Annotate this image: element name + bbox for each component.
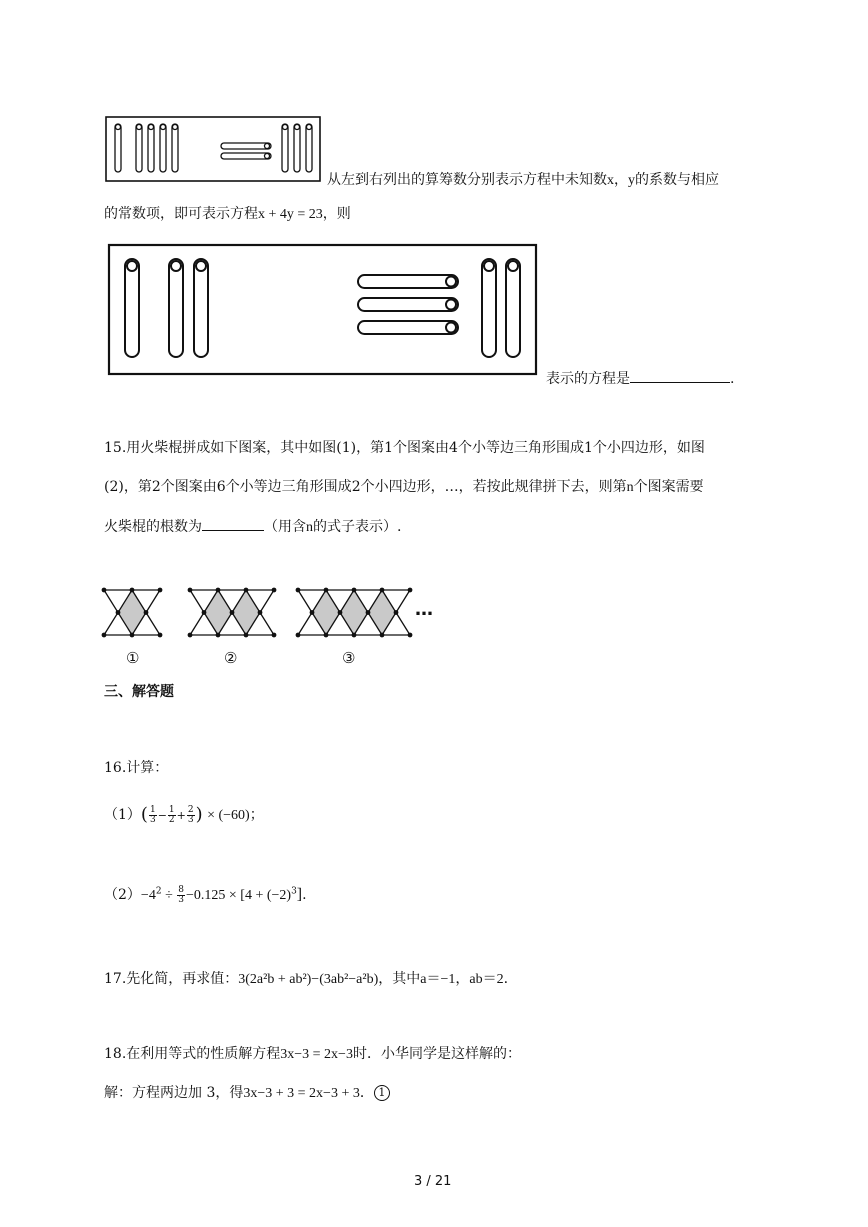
- vertex-dot: [394, 610, 399, 615]
- q17: [104, 969, 508, 990]
- vertex-dot: [296, 588, 301, 593]
- vertex-dot: [272, 588, 277, 593]
- section-title: 三、解答题: [104, 684, 174, 700]
- q16-p1-tail: × (−60): [207, 808, 250, 823]
- pattern-label-1: ①: [126, 649, 140, 667]
- q17-text-c: ，: [455, 971, 470, 987]
- q15-text-f: ，第: [123, 479, 152, 495]
- q15-text-a: 15.用火柴棍拼成如下图案，其中如图: [104, 440, 337, 456]
- q15-text-j: 个图案需要: [633, 479, 704, 495]
- q14-line1-end: 的系数与相应: [635, 172, 719, 188]
- q15-text-b: ，第: [356, 440, 385, 456]
- vertex-dot: [158, 588, 163, 593]
- q15-num2: 2: [151, 479, 161, 495]
- vertex-dot: [202, 610, 207, 615]
- frac-1-2: $\frac{1}{2}$: [168, 804, 175, 825]
- q18-equation: 3x−3 = 2x−3: [280, 1047, 353, 1062]
- q15-num4: 4: [449, 440, 458, 456]
- vertex-dot: [338, 610, 343, 615]
- vertex-dot: [352, 588, 357, 593]
- q15-text-k: 火柴棍的根数为: [104, 519, 202, 535]
- q15-text-g: 个图案由: [160, 479, 217, 495]
- pattern-label-2: ②: [224, 649, 238, 667]
- vertex-dot: [380, 633, 385, 638]
- q18-text-a: 18.在利用等式的性质解方程: [104, 1046, 281, 1062]
- vertex-dot: [230, 610, 235, 615]
- shaded-diamond: [232, 590, 260, 635]
- q18-sol-end: ．: [359, 1085, 374, 1101]
- vertex-dot: [102, 588, 107, 593]
- q16-p1-label: （1）: [104, 807, 141, 823]
- q17-text-d: .: [503, 971, 509, 987]
- vertex-dot: [408, 588, 413, 593]
- q14-line2-end: ，则: [322, 206, 351, 222]
- vertex-dot: [216, 588, 221, 593]
- vertex-dot: [258, 610, 263, 615]
- pattern-ellipsis: …: [415, 599, 433, 620]
- q18-sol-equation: 3x−3 + 3 = 2x−3 + 3: [243, 1086, 360, 1101]
- q16-part2: $(2)-4^2$ ÷ $\frac{8}{3}$ $-0.125 \times [4 + (-2)^3]$.: [104, 884, 307, 905]
- q16-p2-a: −4: [140, 888, 156, 903]
- q15-text-l: （用含: [264, 519, 306, 535]
- q17-text-b: ，其中: [378, 971, 421, 987]
- q14-vars: x，y: [607, 173, 635, 188]
- q14-line3-text: 表示的方程是: [546, 371, 630, 387]
- shaded-diamond: [312, 590, 340, 635]
- frac-2-3: $\frac{2}{3}$: [187, 804, 194, 825]
- q14-line2-text: 的常数项，即可表示方程: [104, 206, 258, 222]
- q15-num6: 6: [216, 479, 226, 495]
- q18-line2: [104, 1083, 390, 1104]
- frac-8-3: $\frac{8}{3}$: [178, 884, 184, 905]
- q15-fig1: (1): [336, 440, 357, 456]
- vertex-dot: [130, 633, 135, 638]
- vertex-dot: [324, 633, 329, 638]
- q16-p1-end: ；: [249, 807, 264, 823]
- q18-text-b: 时．小华同学是这样解的：: [352, 1046, 521, 1062]
- vertex-dot: [158, 633, 163, 638]
- q16-part1: （1）( $\frac{1}{3}$ − $\frac{1}{2}$ + $\frac{2}{3}$ ) × (−60)；: [104, 804, 264, 825]
- q15-var-n2: n: [306, 520, 313, 535]
- q17-text-a: 17.先化简，再求值：: [104, 971, 239, 987]
- vertex-dot: [324, 588, 329, 593]
- vertex-dot: [244, 588, 249, 593]
- q18-step-mark: 1: [374, 1085, 390, 1101]
- vertex-dot: [352, 633, 357, 638]
- q16-p2-label: （2）: [104, 887, 141, 903]
- q15-text-c: 个图案由: [393, 440, 450, 456]
- q15-text-e: 个小四边形，如图: [592, 440, 705, 456]
- vertex-dot: [380, 588, 385, 593]
- vertex-dot: [244, 633, 249, 638]
- q18-line1: [104, 1044, 521, 1065]
- q15-num2b: 2: [351, 479, 361, 495]
- q15-text-m: 的式子表示）.: [313, 519, 402, 535]
- vertex-dot: [188, 633, 193, 638]
- vertex-dot: [144, 610, 149, 615]
- shaded-diamond: [204, 590, 232, 635]
- q15-text-h: 个小等边三角形围成: [225, 479, 352, 495]
- shaded-diamond: [368, 590, 396, 635]
- vertex-dot: [116, 610, 121, 615]
- q15-text-d: 个小等边三角形围成: [457, 440, 584, 456]
- vertex-dot: [102, 633, 107, 638]
- q14-line3-end: .: [730, 371, 735, 387]
- q15-var-n: n: [626, 480, 634, 495]
- vertex-dot: [216, 633, 221, 638]
- q16-title: 16.计算：: [104, 760, 169, 776]
- vertex-dot: [408, 633, 413, 638]
- q15-fig2: (2): [104, 479, 124, 495]
- q16-p2-b: −0.125 × [4 + (−2): [185, 888, 292, 903]
- q15-num1: 1: [384, 440, 394, 456]
- vertex-dot: [272, 633, 277, 638]
- q17-cond2: ab＝2: [469, 972, 504, 987]
- q14-equation: x + 4y = 23: [258, 207, 323, 222]
- q15-text-i: 个小四边形，…，若按此规律拼下去，则第: [360, 479, 627, 495]
- vertex-dot: [366, 610, 371, 615]
- vertex-dot: [188, 588, 193, 593]
- q17-cond1: a＝−1: [420, 972, 456, 987]
- shaded-diamond: [118, 590, 146, 635]
- shaded-diamond: [340, 590, 368, 635]
- q17-expression: 3(2a²b + ab²)−(3ab²−a²b): [238, 972, 379, 987]
- q14-line1-text: 从左到右列出的算筹数分别表示方程中未知数: [327, 172, 607, 188]
- frac-1-3: $\frac{1}{3}$: [149, 804, 156, 825]
- vertex-dot: [296, 633, 301, 638]
- page-number: 3 / 21: [414, 1174, 452, 1189]
- q18-sol-text: 解：方程两边加 3，得: [104, 1085, 244, 1101]
- pattern-label-3: ③: [342, 649, 356, 667]
- vertex-dot: [130, 588, 135, 593]
- vertex-dot: [310, 610, 315, 615]
- q15-num1b: 1: [583, 440, 593, 456]
